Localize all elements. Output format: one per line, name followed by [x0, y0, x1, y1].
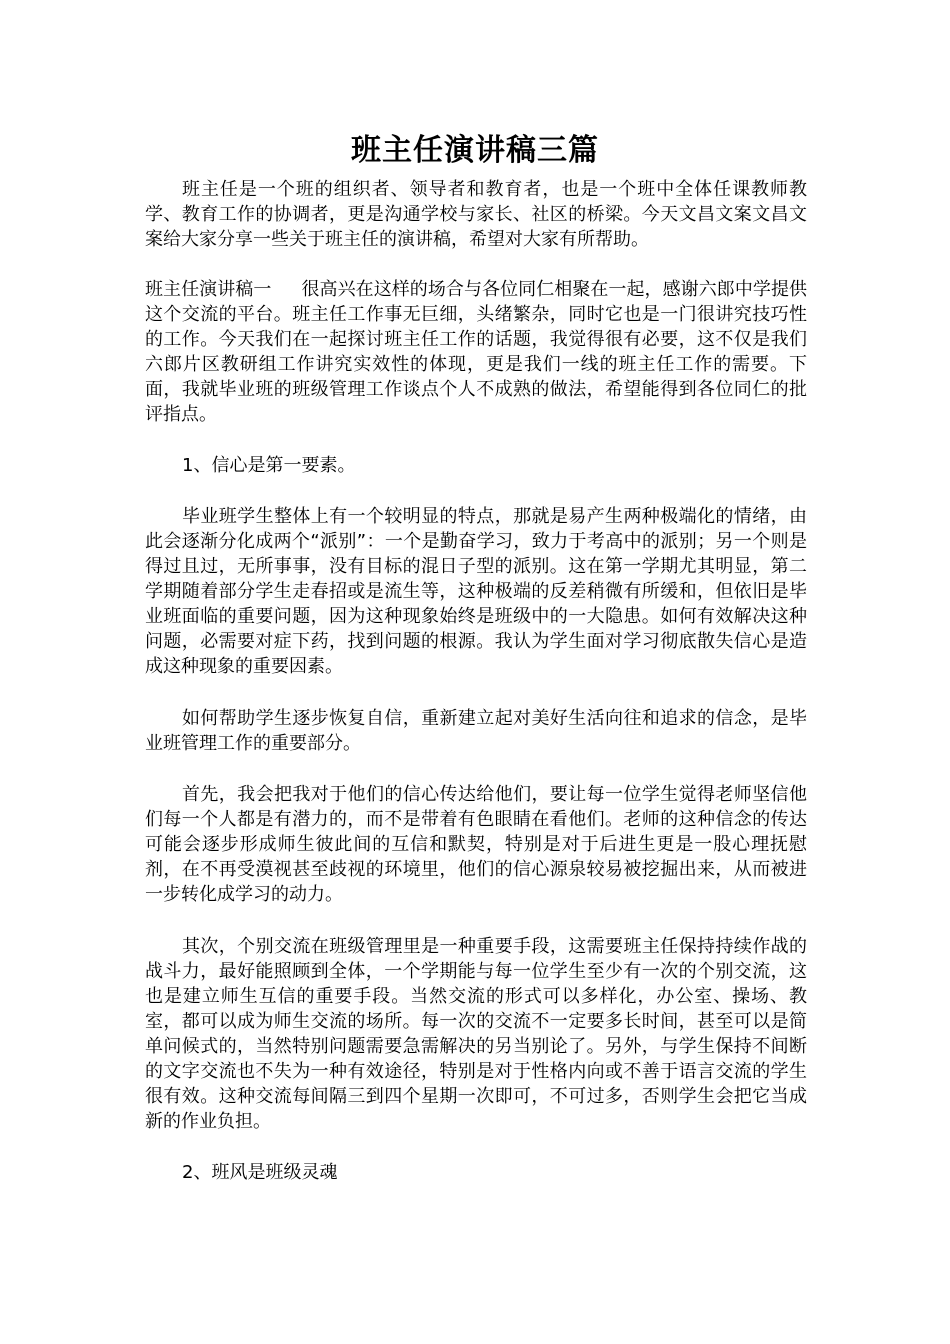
- speech-one-label: 班主任演讲稿一: [145, 279, 272, 300]
- intro-paragraph: 班主任是一个班的组织者、领导者和教育者，也是一个班中全体任课教师教学、教育工作的协调者，更是沟通学校与家长、社区的桥梁。今天文昌文案文昌文案给大家分享一些关于班主任的演讲稿，希望对大家有所帮助。: [145, 179, 807, 250]
- speech-one-text: 很高兴在这样的场合与各位同仁相聚在一起，感谢六郎中学提供这个交流的平台。班主任工作事无巨细，头绪繁杂，同时它也是一门很讲究技巧性的工作。今天我们在一起探讨班主任工作的话题，我觉得很有必要，这不仅是我们六郎片区教研组工作讲究实效性的体现，更是我们一线的班主任工作的需要。下面，我就毕业班的班级管理工作谈点个人不成熟的做法，希望能得到各位同仁的批评指点。: [145, 279, 808, 425]
- paragraph-restore-confidence: 如何帮助学生逐步恢复自信，重新建立起对美好生活向往和追求的信念，是毕业班管理工作的重要部分。: [145, 708, 807, 754]
- paragraph-first: 首先，我会把我对于他们的信心传达给他们，要让每一位学生觉得老师坚信他们每一个人都是有潜力的，而不是带着有色眼睛在看他们。老师的这种信念的传达可能会逐步形成师生彼此间的互信和默契，特别是对于后进生更是一股心理抚慰剂，在不再受漠视甚至歧视的环境里，他们的信心源泉较易被挖掘出来，从而被进一步转化成学习的动力。: [145, 784, 807, 905]
- paragraph-graduating-students: 毕业班学生整体上有一个较明显的特点，那就是易产生两种极端化的情绪，由此会逐渐分化成两个“派别”：一个是勤奋学习，致力于考高中的派别；另一个则是得过且过，无所事事，没有目标的混日子型的派别。这在第一学期尤其明显，第二学期随着部分学生走春招或是流生等，这种极端的反差稍微有所缓和，但依旧是毕业班面临的重要问题，因为这种现象始终是班级中的一大隐患。如何有效解决这种问题，必需要对症下药，找到问题的根源。我认为学生面对学习彻底散失信心是造成这种现象的重要因素。: [145, 506, 807, 677]
- speech-one-paragraph: [145, 277, 807, 427]
- section-heading-class-spirit: 2、班风是班级灵魂: [182, 1162, 338, 1183]
- section-heading-confidence: 1、信心是第一要素。: [182, 455, 356, 476]
- paragraph-second: 其次，个别交流在班级管理里是一种重要手段，这需要班主任保持持续作战的战斗力，最好能照顾到全体，一个学期能与每一位学生至少有一次的个别交流，这也是建立师生互信的重要手段。当然交流的形式可以多样化，办公室、操场、教室，都可以成为师生交流的场所。每一次的交流不一定要多长时间，甚至可以是简单问候式的，当然特别问题需要急需解决的另当别论了。另外，与学生保持不间断的文字交流也不失为一种有效途径，特别是对于性格内向或不善于语言交流的学生很有效。这种交流每间隔三到四个星期一次即可，不可过多，否则学生会把它当成新的作业负担。: [145, 936, 807, 1132]
- document-title: 班主任演讲稿三篇: [351, 133, 599, 168]
